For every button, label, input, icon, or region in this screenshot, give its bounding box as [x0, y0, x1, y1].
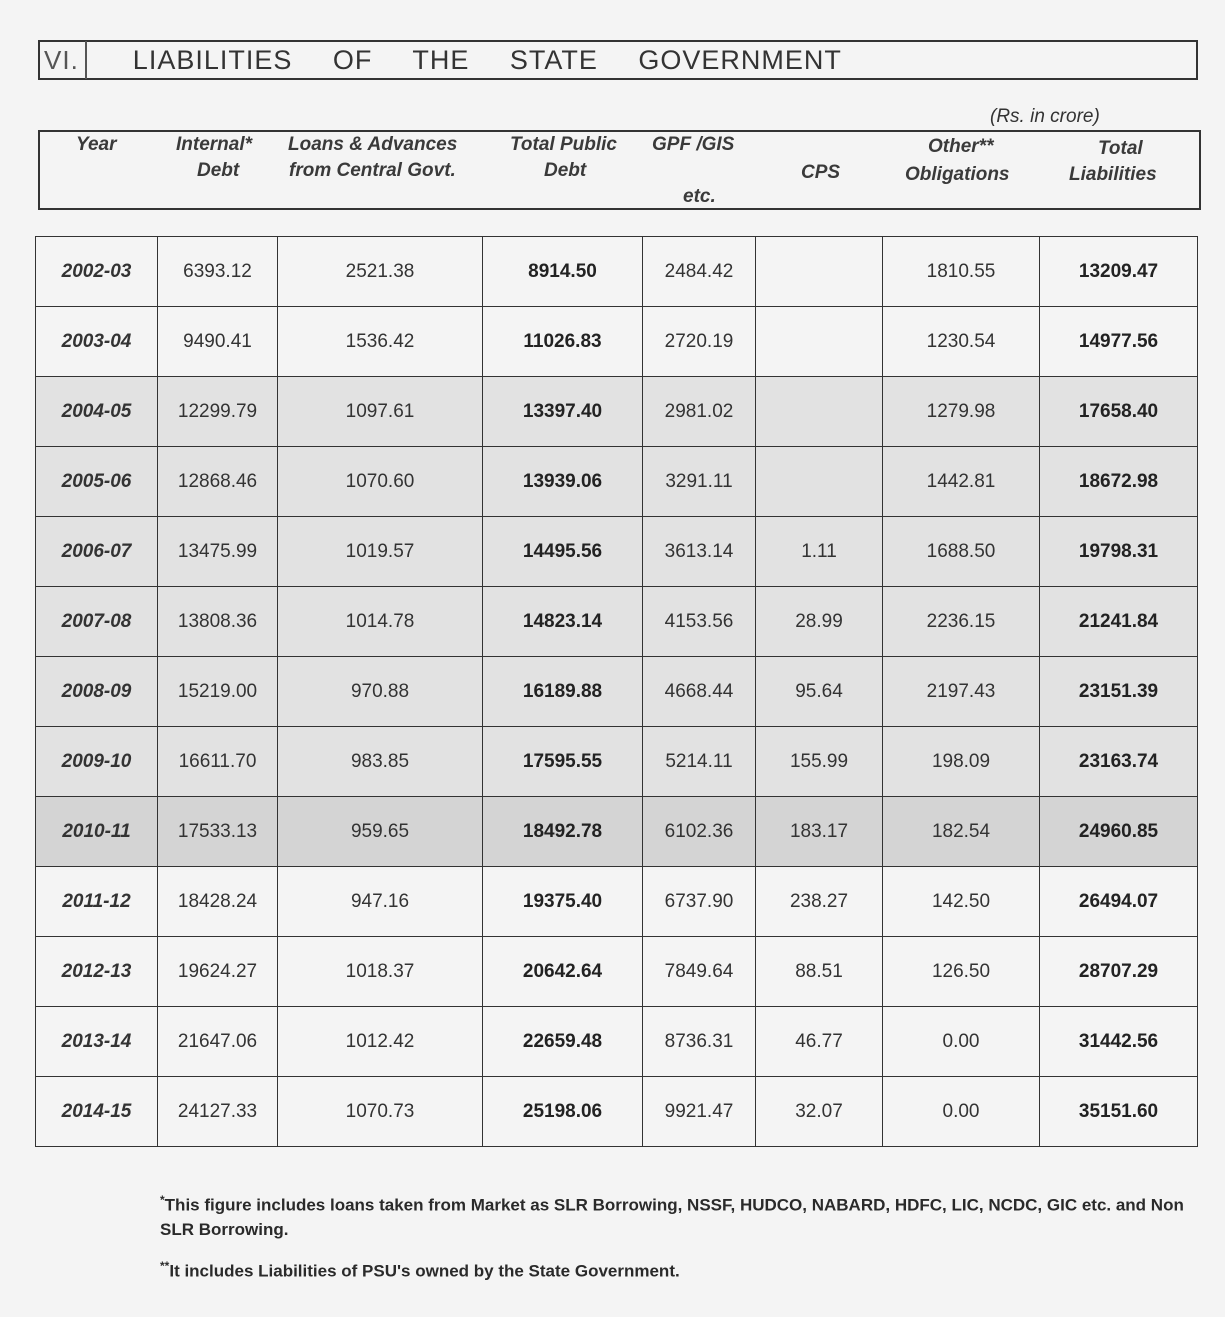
header-internal-debt-line2: Debt — [197, 160, 240, 181]
total-public-debt-cell: 13939.06 — [483, 447, 643, 517]
table-row — [36, 1077, 1198, 1147]
gpf-gis-cell: 6102.36 — [643, 797, 756, 867]
table-row — [36, 237, 1198, 307]
total-liabilities-cell: 19798.31 — [1040, 517, 1198, 587]
cps-cell: 238.27 — [756, 867, 883, 937]
year-cell: 2013-14 — [36, 1007, 158, 1077]
total-public-debt-cell: 14495.56 — [483, 517, 643, 587]
gpf-gis-cell: 3291.11 — [643, 447, 756, 517]
loans-advances-cell: 1070.60 — [278, 447, 483, 517]
internal-debt-cell: 18428.24 — [158, 867, 278, 937]
total-liabilities-cell: 17658.40 — [1040, 377, 1198, 447]
internal-debt-cell: 17533.13 — [158, 797, 278, 867]
cps-cell: 32.07 — [756, 1077, 883, 1147]
other-obligations-cell: 1688.50 — [883, 517, 1040, 587]
loans-advances-cell: 983.85 — [278, 727, 483, 797]
gpf-gis-cell: 6737.90 — [643, 867, 756, 937]
table-row — [36, 517, 1198, 587]
other-obligations-cell: 142.50 — [883, 867, 1040, 937]
section-number: VI. — [40, 41, 87, 79]
loans-advances-cell: 1012.42 — [278, 1007, 483, 1077]
internal-debt-cell: 9490.41 — [158, 307, 278, 377]
loans-advances-cell: 970.88 — [278, 657, 483, 727]
cps-cell: 28.99 — [756, 587, 883, 657]
other-obligations-cell: 2236.15 — [883, 587, 1040, 657]
footnote-text: This figure includes loans taken from Market as SLR Borrowing, NSSF, HUDCO, NABARD, HDFC, LIC, NCDC, GIC etc. and Non SLR Borrowing. — [160, 1195, 1184, 1239]
other-obligations-cell: 1810.55 — [883, 237, 1040, 307]
total-public-debt-cell: 16189.88 — [483, 657, 643, 727]
gpf-gis-cell: 2720.19 — [643, 307, 756, 377]
year-cell: 2002-03 — [36, 237, 158, 307]
total-public-debt-cell: 8914.50 — [483, 237, 643, 307]
total-liabilities-cell: 21241.84 — [1040, 587, 1198, 657]
year-cell: 2003-04 — [36, 307, 158, 377]
internal-debt-cell: 15219.00 — [158, 657, 278, 727]
total-public-debt-cell: 22659.48 — [483, 1007, 643, 1077]
other-obligations-cell: 126.50 — [883, 937, 1040, 1007]
table-row — [36, 867, 1198, 937]
year-cell: 2012-13 — [36, 937, 158, 1007]
cps-cell — [756, 447, 883, 517]
header-total-line1: Total — [1098, 138, 1143, 159]
loans-advances-cell: 1014.78 — [278, 587, 483, 657]
cps-cell: 95.64 — [756, 657, 883, 727]
table-row — [36, 657, 1198, 727]
other-obligations-cell: 1442.81 — [883, 447, 1040, 517]
table-row — [36, 797, 1198, 867]
gpf-gis-cell: 4668.44 — [643, 657, 756, 727]
total-public-debt-cell: 19375.40 — [483, 867, 643, 937]
header-gpf-line1: GPF /GIS — [652, 134, 735, 155]
header-total-line2: Liabilities — [1069, 164, 1157, 185]
total-public-debt-cell: 17595.55 — [483, 727, 643, 797]
loans-advances-cell: 1097.61 — [278, 377, 483, 447]
total-liabilities-cell: 23163.74 — [1040, 727, 1198, 797]
total-liabilities-cell: 26494.07 — [1040, 867, 1198, 937]
total-liabilities-cell: 28707.29 — [1040, 937, 1198, 1007]
header-loans-line1: Loans & Advances — [288, 134, 458, 155]
table-row — [36, 377, 1198, 447]
footnote-text: It includes Liabilities of PSU's owned by the State Government. — [169, 1261, 680, 1281]
gpf-gis-cell: 2484.42 — [643, 237, 756, 307]
header-other-line2: Obligations — [905, 164, 1010, 185]
cps-cell: 88.51 — [756, 937, 883, 1007]
total-public-debt-cell: 25198.06 — [483, 1077, 643, 1147]
internal-debt-cell: 24127.33 — [158, 1077, 278, 1147]
loans-advances-cell: 959.65 — [278, 797, 483, 867]
total-liabilities-cell: 13209.47 — [1040, 237, 1198, 307]
total-liabilities-cell: 31442.56 — [1040, 1007, 1198, 1077]
cps-cell: 155.99 — [756, 727, 883, 797]
total-public-debt-cell: 14823.14 — [483, 587, 643, 657]
loans-advances-cell: 1070.73 — [278, 1077, 483, 1147]
cps-cell: 183.17 — [756, 797, 883, 867]
internal-debt-cell: 21647.06 — [158, 1007, 278, 1077]
gpf-gis-cell: 2981.02 — [643, 377, 756, 447]
internal-debt-cell: 6393.12 — [158, 237, 278, 307]
footnote-internal-debt — [160, 1188, 1190, 1242]
total-public-debt-cell: 18492.78 — [483, 797, 643, 867]
other-obligations-cell: 1279.98 — [883, 377, 1040, 447]
total-liabilities-cell: 35151.60 — [1040, 1077, 1198, 1147]
year-cell: 2010-11 — [36, 797, 158, 867]
year-cell: 2014-15 — [36, 1077, 158, 1147]
gpf-gis-cell: 9921.47 — [643, 1077, 756, 1147]
gpf-gis-cell: 7849.64 — [643, 937, 756, 1007]
cps-cell: 46.77 — [756, 1007, 883, 1077]
internal-debt-cell: 12868.46 — [158, 447, 278, 517]
total-public-debt-cell: 13397.40 — [483, 377, 643, 447]
cps-cell: 1.11 — [756, 517, 883, 587]
year-cell: 2006-07 — [36, 517, 158, 587]
units-note: (Rs. in crore) — [990, 106, 1100, 127]
table-header — [38, 130, 1201, 210]
table-row — [36, 937, 1198, 1007]
header-cps: CPS — [801, 162, 841, 183]
total-liabilities-cell: 23151.39 — [1040, 657, 1198, 727]
table-row — [36, 307, 1198, 377]
liabilities-table — [35, 236, 1198, 1147]
section-title — [38, 40, 1198, 80]
year-cell: 2009-10 — [36, 727, 158, 797]
header-year: Year — [76, 134, 117, 155]
header-internal-debt-line1: Internal* — [176, 134, 253, 155]
cps-cell — [756, 307, 883, 377]
cps-cell — [756, 237, 883, 307]
total-liabilities-cell: 24960.85 — [1040, 797, 1198, 867]
header-public-debt-line2: Debt — [544, 160, 587, 181]
gpf-gis-cell: 8736.31 — [643, 1007, 756, 1077]
header-loans-line2: from Central Govt. — [289, 160, 456, 181]
other-obligations-cell: 2197.43 — [883, 657, 1040, 727]
loans-advances-cell: 1019.57 — [278, 517, 483, 587]
internal-debt-cell: 19624.27 — [158, 937, 278, 1007]
internal-debt-cell: 13808.36 — [158, 587, 278, 657]
loans-advances-cell: 947.16 — [278, 867, 483, 937]
loans-advances-cell: 1018.37 — [278, 937, 483, 1007]
other-obligations-cell: 198.09 — [883, 727, 1040, 797]
section-heading: LIABILITIES OF THE STATE GOVERNMENT — [132, 44, 842, 75]
other-obligations-cell: 182.54 — [883, 797, 1040, 867]
footnote-other-obligations — [160, 1254, 1190, 1284]
year-cell: 2004-05 — [36, 377, 158, 447]
year-cell: 2008-09 — [36, 657, 158, 727]
table-row — [36, 1007, 1198, 1077]
internal-debt-cell: 13475.99 — [158, 517, 278, 587]
year-cell: 2005-06 — [36, 447, 158, 517]
header-public-debt-line1: Total Public — [510, 134, 617, 155]
cps-cell — [756, 377, 883, 447]
footnote-marker: ** — [160, 1259, 170, 1273]
gpf-gis-cell: 3613.14 — [643, 517, 756, 587]
internal-debt-cell: 12299.79 — [158, 377, 278, 447]
other-obligations-cell: 0.00 — [883, 1077, 1040, 1147]
table-row — [36, 447, 1198, 517]
header-other-line1: Other** — [928, 136, 994, 157]
footnote-marker: * — [160, 1193, 165, 1207]
table-row — [36, 587, 1198, 657]
internal-debt-cell: 16611.70 — [158, 727, 278, 797]
loans-advances-cell: 1536.42 — [278, 307, 483, 377]
total-public-debt-cell: 20642.64 — [483, 937, 643, 1007]
total-public-debt-cell: 11026.83 — [483, 307, 643, 377]
loans-advances-cell: 2521.38 — [278, 237, 483, 307]
total-liabilities-cell: 18672.98 — [1040, 447, 1198, 517]
other-obligations-cell: 0.00 — [883, 1007, 1040, 1077]
total-liabilities-cell: 14977.56 — [1040, 307, 1198, 377]
header-gpf-line2: etc. — [683, 186, 716, 207]
other-obligations-cell: 1230.54 — [883, 307, 1040, 377]
gpf-gis-cell: 4153.56 — [643, 587, 756, 657]
gpf-gis-cell: 5214.11 — [643, 727, 756, 797]
year-cell: 2011-12 — [36, 867, 158, 937]
year-cell: 2007-08 — [36, 587, 158, 657]
table-row — [36, 727, 1198, 797]
